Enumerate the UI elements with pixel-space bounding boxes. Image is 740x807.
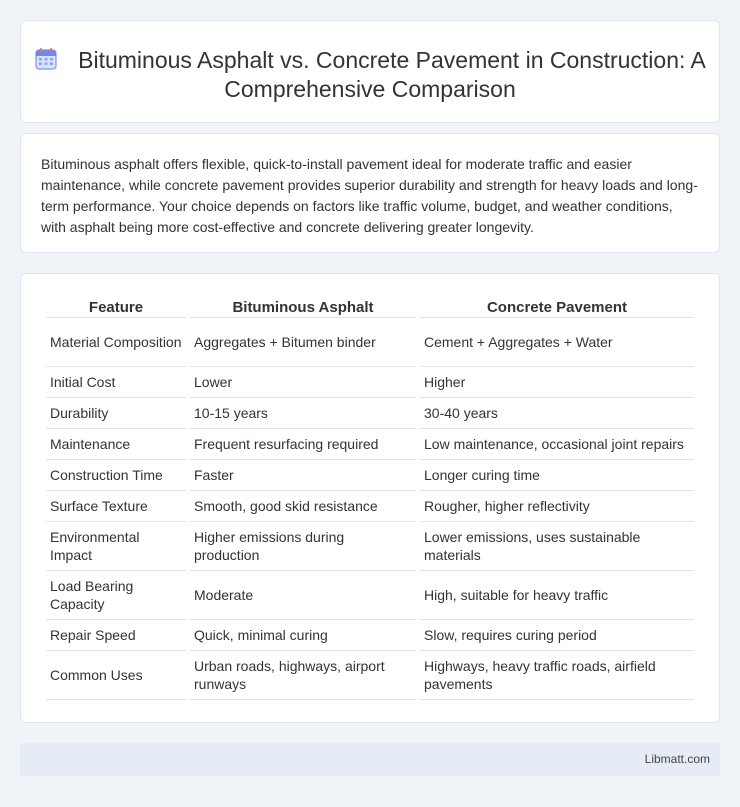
title-card: [20, 20, 720, 123]
cell-asphalt: Quick, minimal curing: [190, 620, 416, 651]
cell-feature: Load Bearing Capacity: [46, 571, 186, 620]
cell-concrete: Longer curing time: [420, 460, 694, 491]
table-row: [46, 651, 694, 700]
cell-concrete: Higher: [420, 367, 694, 398]
cell-asphalt: Faster: [190, 460, 416, 491]
cell-feature: Surface Texture: [46, 491, 186, 522]
page-title: [21, 21, 719, 104]
calendar-icon: [34, 47, 58, 71]
summary-text: Bituminous asphalt offers flexible, quick-to-install pavement ideal for moderate traffic and easier maintenance, while concrete pavement provides superior durability and strength for heavy loads and long-term performance. Your choice depends on factors like traffic volume, budget, and weather conditions, with asphalt being more cost-effective and concrete delivering greater longevity.: [41, 156, 698, 235]
cell-feature: Repair Speed: [46, 620, 186, 651]
cell-asphalt: Smooth, good skid resistance: [190, 491, 416, 522]
footer-brand-link[interactable]: Libmatt.com: [644, 752, 710, 766]
cell-feature: Maintenance: [46, 429, 186, 460]
cell-concrete: Highways, heavy traffic roads, airfield pavements: [420, 651, 694, 700]
cell-feature: Material Composition: [46, 318, 186, 367]
comparison-card: [20, 273, 720, 723]
cell-feature: Common Uses: [46, 651, 186, 700]
table-row: [46, 398, 694, 429]
cell-asphalt: Moderate: [190, 571, 416, 620]
footer: [20, 743, 720, 776]
header-feature: Feature: [46, 296, 186, 318]
table-header-row: [46, 296, 694, 318]
cell-concrete: High, suitable for heavy traffic: [420, 571, 694, 620]
cell-feature: Construction Time: [46, 460, 186, 491]
cell-concrete: Lower emissions, uses sustainable materials: [420, 522, 694, 571]
cell-asphalt: Urban roads, highways, airport runways: [190, 651, 416, 700]
cell-feature: Environmental Impact: [46, 522, 186, 571]
table-row: [46, 318, 694, 367]
cell-concrete: Rougher, higher reflectivity: [420, 491, 694, 522]
table-row: [46, 367, 694, 398]
table-row: [46, 522, 694, 571]
cell-feature: Initial Cost: [46, 367, 186, 398]
table-row: [46, 620, 694, 651]
page-title-text: Bituminous Asphalt vs. Concrete Pavement in Construction: A Comprehensive Comparison: [78, 47, 706, 102]
cell-asphalt: Higher emissions during production: [190, 522, 416, 571]
table-row: [46, 571, 694, 620]
cell-concrete: 30-40 years: [420, 398, 694, 429]
summary-card: [20, 133, 720, 253]
table-row: [46, 460, 694, 491]
cell-feature: Durability: [46, 398, 186, 429]
cell-asphalt: Frequent resurfacing required: [190, 429, 416, 460]
comparison-table: [42, 296, 698, 700]
header-asphalt: Bituminous Asphalt: [190, 296, 416, 318]
header-concrete: Concrete Pavement: [420, 296, 694, 318]
table-row: [46, 491, 694, 522]
cell-concrete: Slow, requires curing period: [420, 620, 694, 651]
cell-asphalt: Aggregates + Bitumen binder: [190, 318, 416, 367]
cell-asphalt: 10-15 years: [190, 398, 416, 429]
cell-asphalt: Lower: [190, 367, 416, 398]
cell-concrete: Low maintenance, occasional joint repairs: [420, 429, 694, 460]
table-row: [46, 429, 694, 460]
cell-concrete: Cement + Aggregates + Water: [420, 318, 694, 367]
